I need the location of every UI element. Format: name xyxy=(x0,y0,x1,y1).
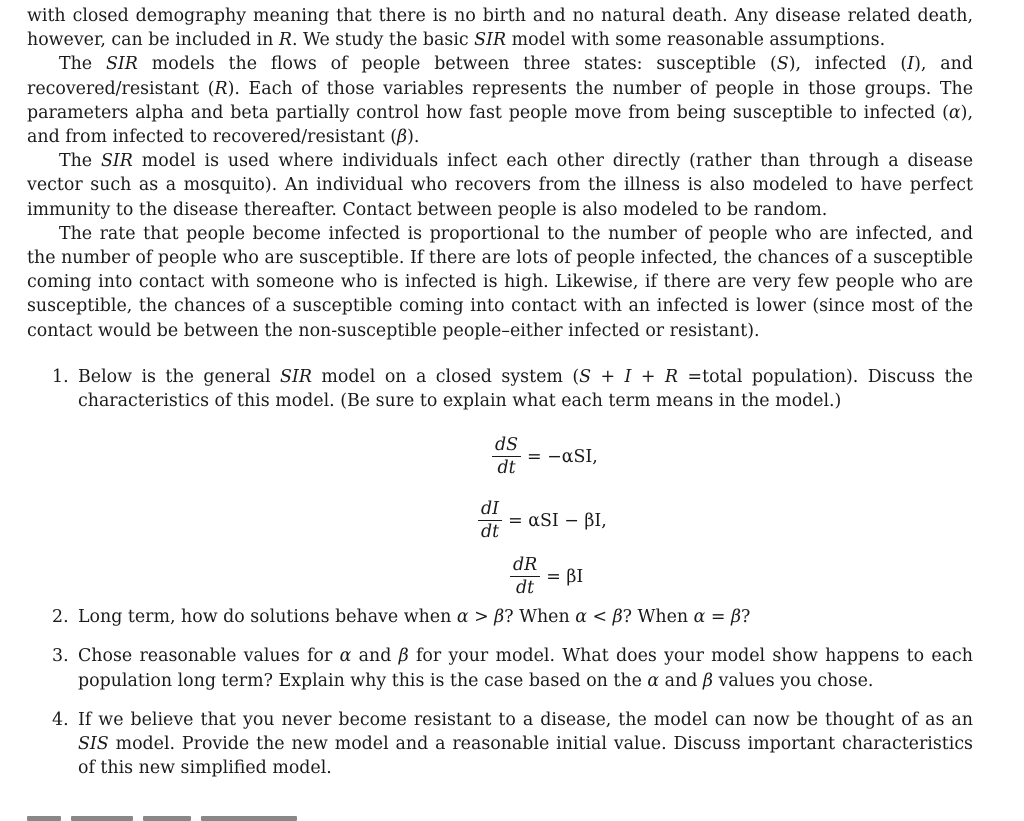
text-run: ? When xyxy=(504,607,576,628)
equation-rhs: = αSI − βI, xyxy=(508,510,607,531)
text-fragment xyxy=(143,816,191,821)
text-run: model. Provide the new model and a reasonable initial value. Discuss important characteristics of this new simplified model. xyxy=(78,734,973,779)
math-var-R: R xyxy=(278,30,292,51)
text-fragment xyxy=(201,816,297,821)
text-run: model on a closed system ( xyxy=(311,366,580,387)
fraction-numerator: dR xyxy=(510,554,540,577)
math-var-I: I xyxy=(907,54,915,75)
cropped-text-fragments xyxy=(27,816,297,821)
text-fragment xyxy=(71,816,133,821)
intro-paragraph-3 xyxy=(27,149,973,222)
math-alpha-lt-beta: α < β xyxy=(575,607,623,628)
math-alpha: α xyxy=(647,670,660,691)
intro-paragraph-1 xyxy=(27,4,973,52)
question-4 xyxy=(27,708,973,781)
math-var-R: R xyxy=(214,78,228,99)
fraction-numerator: dS xyxy=(492,434,521,457)
text-run: ? When xyxy=(622,607,694,628)
question-list xyxy=(27,365,973,781)
text-run: and xyxy=(659,670,703,691)
math-SIR: SIR xyxy=(105,54,138,75)
intro-paragraph-2 xyxy=(27,52,973,149)
equation-dR xyxy=(510,554,583,599)
text-run: Chose reasonable values for xyxy=(78,646,340,667)
fraction-dI-dt xyxy=(478,498,502,543)
fraction-denominator: dt xyxy=(481,522,500,543)
math-SIS: SIS xyxy=(78,734,109,755)
equation-dS xyxy=(492,434,598,479)
text-run: ), infected ( xyxy=(788,54,908,75)
math-alpha: α xyxy=(339,646,352,667)
math-SIR: SIR xyxy=(280,366,312,387)
question-3 xyxy=(27,644,973,692)
text-run: ). xyxy=(407,127,420,148)
fraction-dS-dt xyxy=(492,434,521,479)
fraction-denominator: dt xyxy=(497,458,516,479)
equation-dI xyxy=(478,498,607,543)
math-total-sum: S + I + R xyxy=(579,366,679,387)
question-number: 3. xyxy=(52,646,69,667)
sir-equations xyxy=(78,413,973,603)
equation-rhs: = βI xyxy=(546,566,584,587)
text-run: model is used where individuals infect each other directly (rather than through a disease vector such as a mosquito). An individual who recovers from the illness is also modeled to have perfect immunity to the disease thereafter. Contact between people is also modeled to be random. xyxy=(27,151,973,220)
math-SIR: SIR xyxy=(100,151,133,172)
question-1 xyxy=(27,365,973,603)
text-run: If we believe that you never become resistant to a disease, the model can now be thought of as an xyxy=(78,709,973,730)
cropped-next-heading xyxy=(27,813,427,821)
text-run: ? xyxy=(741,607,751,628)
math-alpha: α xyxy=(948,102,961,123)
question-number: 4. xyxy=(52,709,69,730)
fraction-denominator: dt xyxy=(516,578,535,599)
intro-paragraph-4: The rate that people become infected is proportional to the number of people who are infected, and the number of people who are susceptible. If there are lots of people infected, the chances of a susceptible coming into contact with someone who is infected is high. Likewise, if there are very few people who are susceptible, the chances of a susceptible coming into contact with an infected is lower (since most of the contact would be between the non-susceptible people–either infected or resistant). xyxy=(27,223,973,341)
text-run: Long term, how do solutions behave when xyxy=(78,607,457,628)
math-var-S: S xyxy=(776,54,789,75)
text-run: for your model. What does your model show happens to each population long term? Explain why this is the case based on the xyxy=(78,646,973,691)
text-run: . We study the basic xyxy=(291,30,475,51)
text-run: The xyxy=(59,151,101,172)
question-number: 2. xyxy=(52,607,69,628)
math-beta: β xyxy=(397,127,408,148)
text-fragment xyxy=(27,816,61,821)
text-run: ). Each of those variables represents the number of people in those groups. The parameters alpha and beta partially control how fast people move from being susceptible to infected ( xyxy=(27,78,974,123)
document-page xyxy=(27,4,973,780)
text-run: ), and from infected to recovered/resistant ( xyxy=(27,102,973,148)
text-run: Below is the general xyxy=(78,366,281,387)
math-SIR: SIR xyxy=(474,30,507,51)
text-run: with closed demography meaning that there is no birth and no natural death. Any disease related death, however, can be included in xyxy=(27,6,973,51)
math-beta: β xyxy=(702,670,713,691)
math-alpha-gt-beta: α > β xyxy=(456,607,505,628)
fraction-dR-dt xyxy=(510,554,540,599)
question-number: 1. xyxy=(52,366,69,387)
text-run: =total population). Discuss the characteristics of this model. (Be sure to explain what each term means in the model.) xyxy=(78,366,973,412)
text-run: ), and recovered/resistant ( xyxy=(27,54,973,99)
text-run: The xyxy=(59,54,106,75)
math-alpha-eq-beta: α = β xyxy=(693,607,742,628)
equation-rhs: = −αSI, xyxy=(527,446,598,467)
question-2 xyxy=(27,605,973,629)
text-run: and xyxy=(351,646,399,667)
text-run: model with some reasonable assumptions. xyxy=(506,30,886,51)
text-run: models the flows of people between three states: susceptible ( xyxy=(137,54,777,75)
text-run: values you chose. xyxy=(712,670,874,691)
math-beta: β xyxy=(398,646,409,667)
fraction-numerator: dI xyxy=(478,498,502,521)
